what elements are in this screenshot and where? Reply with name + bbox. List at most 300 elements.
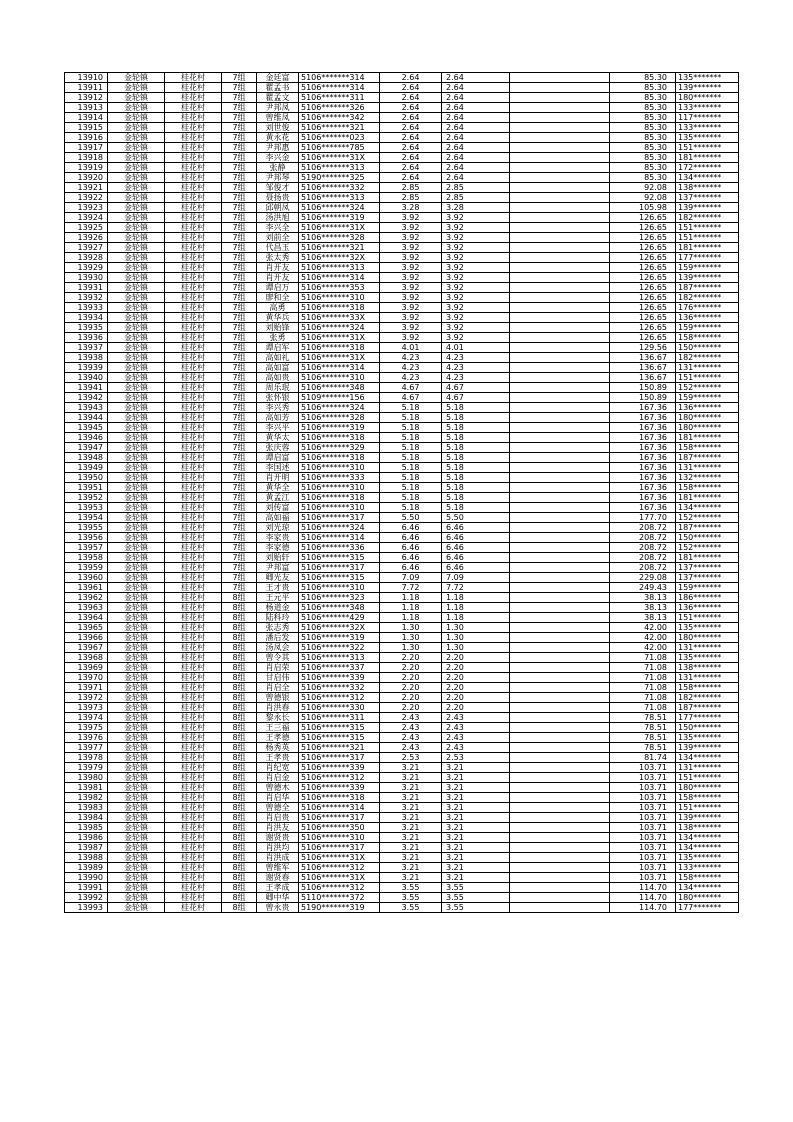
area-cell: 3.21 <box>380 763 442 773</box>
id-number-cell: 5106*******339 <box>299 763 380 773</box>
row-index: 13975 <box>65 723 108 733</box>
name-cell: 黄华兵 <box>257 313 299 323</box>
group-cell: 7组 <box>222 573 257 583</box>
village-cell: 桂花村 <box>165 123 222 133</box>
remark-cell <box>510 203 610 213</box>
confirmed-area-cell: 2.20 <box>442 703 510 713</box>
table-row <box>65 643 739 653</box>
confirmed-area-cell: 3.55 <box>442 893 510 903</box>
name-cell: 邹俊才 <box>257 183 299 193</box>
remark-cell <box>510 673 610 683</box>
town-cell: 金轮镇 <box>108 143 165 153</box>
table-row <box>65 543 739 553</box>
row-index: 13941 <box>65 383 108 393</box>
confirmed-area-cell: 3.92 <box>442 223 510 233</box>
group-cell: 7组 <box>222 103 257 113</box>
phone-cell: 134******* <box>676 753 739 763</box>
amount-cell: 85.30 <box>610 133 676 143</box>
remark-cell <box>510 193 610 203</box>
table-row <box>65 773 739 783</box>
remark-cell <box>510 363 610 373</box>
village-cell: 桂花村 <box>165 423 222 433</box>
confirmed-area-cell: 2.43 <box>442 713 510 723</box>
row-index: 13965 <box>65 623 108 633</box>
group-cell: 7组 <box>222 333 257 343</box>
row-index: 13982 <box>65 793 108 803</box>
id-number-cell: 5106*******348 <box>299 603 380 613</box>
town-cell: 金轮镇 <box>108 563 165 573</box>
phone-cell: 176******* <box>676 303 739 313</box>
group-cell: 8组 <box>222 763 257 773</box>
village-cell: 桂花村 <box>165 693 222 703</box>
name-cell: 曾维凤 <box>257 113 299 123</box>
table-row <box>65 693 739 703</box>
confirmed-area-cell: 6.46 <box>442 563 510 573</box>
table-row <box>65 143 739 153</box>
amount-cell: 85.30 <box>610 103 676 113</box>
village-cell: 桂花村 <box>165 203 222 213</box>
area-cell: 5.50 <box>380 513 442 523</box>
amount-cell: 71.08 <box>610 683 676 693</box>
id-number-cell: 5106*******324 <box>299 523 380 533</box>
group-cell: 7组 <box>222 183 257 193</box>
table-row <box>65 463 739 473</box>
id-number-cell: 5106*******328 <box>299 233 380 243</box>
row-index: 13934 <box>65 313 108 323</box>
row-index: 13960 <box>65 573 108 583</box>
group-cell: 7组 <box>222 193 257 203</box>
village-cell: 桂花村 <box>165 673 222 683</box>
remark-cell <box>510 413 610 423</box>
town-cell: 金轮镇 <box>108 523 165 533</box>
remark-cell <box>510 713 610 723</box>
town-cell: 金轮镇 <box>108 103 165 113</box>
phone-cell: 187******* <box>676 523 739 533</box>
amount-cell: 126.65 <box>610 223 676 233</box>
village-cell: 桂花村 <box>165 843 222 853</box>
confirmed-area-cell: 6.46 <box>442 533 510 543</box>
area-cell: 3.21 <box>380 783 442 793</box>
id-number-cell: 5106*******339 <box>299 673 380 683</box>
amount-cell: 92.08 <box>610 193 676 203</box>
table-row <box>65 663 739 673</box>
phone-cell: 138******* <box>676 183 739 193</box>
area-cell: 5.18 <box>380 453 442 463</box>
row-index: 13932 <box>65 293 108 303</box>
amount-cell: 78.51 <box>610 733 676 743</box>
village-cell: 桂花村 <box>165 143 222 153</box>
name-cell: 高如福 <box>257 513 299 523</box>
confirmed-area-cell: 7.09 <box>442 573 510 583</box>
id-number-cell: 5106*******315 <box>299 733 380 743</box>
table-row <box>65 273 739 283</box>
remark-cell <box>510 493 610 503</box>
phone-cell: 152******* <box>676 383 739 393</box>
village-cell: 桂花村 <box>165 893 222 903</box>
town-cell: 金轮镇 <box>108 803 165 813</box>
town-cell: 金轮镇 <box>108 153 165 163</box>
town-cell: 金轮镇 <box>108 433 165 443</box>
row-index: 13938 <box>65 353 108 363</box>
village-cell: 桂花村 <box>165 493 222 503</box>
table-row <box>65 233 739 243</box>
phone-cell: 117******* <box>676 113 739 123</box>
group-cell: 7组 <box>222 303 257 313</box>
group-cell: 8组 <box>222 883 257 893</box>
phone-cell: 135******* <box>676 73 739 83</box>
phone-cell: 137******* <box>676 573 739 583</box>
area-cell: 3.92 <box>380 293 442 303</box>
phone-cell: 186******* <box>676 593 739 603</box>
row-index: 13910 <box>65 73 108 83</box>
remark-cell <box>510 143 610 153</box>
group-cell: 8组 <box>222 713 257 723</box>
table-row <box>65 853 739 863</box>
confirmed-area-cell: 2.20 <box>442 693 510 703</box>
village-cell: 桂花村 <box>165 303 222 313</box>
confirmed-area-cell: 2.85 <box>442 183 510 193</box>
group-cell: 7组 <box>222 253 257 263</box>
id-number-cell: 5106*******321 <box>299 243 380 253</box>
village-cell: 桂花村 <box>165 453 222 463</box>
id-number-cell: 5106*******314 <box>299 803 380 813</box>
remark-cell <box>510 503 610 513</box>
row-index: 13933 <box>65 303 108 313</box>
id-number-cell: 5106*******321 <box>299 123 380 133</box>
row-index: 13935 <box>65 323 108 333</box>
row-index: 13993 <box>65 903 108 913</box>
amount-cell: 85.30 <box>610 153 676 163</box>
table-row <box>65 903 739 913</box>
area-cell: 2.64 <box>380 103 442 113</box>
id-number-cell: 5106*******318 <box>299 303 380 313</box>
name-cell: 肖洪成 <box>257 853 299 863</box>
phone-cell: 135******* <box>676 733 739 743</box>
village-cell: 桂花村 <box>165 803 222 813</box>
group-cell: 7组 <box>222 413 257 423</box>
town-cell: 金轮镇 <box>108 753 165 763</box>
group-cell: 8组 <box>222 833 257 843</box>
row-index: 13950 <box>65 473 108 483</box>
roster-table-body <box>65 73 739 913</box>
name-cell: 廖和全 <box>257 293 299 303</box>
id-number-cell: 5106*******350 <box>299 823 380 833</box>
id-number-cell: 5106*******318 <box>299 493 380 503</box>
town-cell: 金轮镇 <box>108 133 165 143</box>
row-index: 13937 <box>65 343 108 353</box>
area-cell: 2.85 <box>380 193 442 203</box>
name-cell: 肖启华 <box>257 793 299 803</box>
row-index: 13926 <box>65 233 108 243</box>
confirmed-area-cell: 3.55 <box>442 903 510 913</box>
remark-cell <box>510 443 610 453</box>
table-row <box>65 173 739 183</box>
group-cell: 7组 <box>222 203 257 213</box>
remark-cell <box>510 903 610 913</box>
name-cell: 邱朝凤 <box>257 203 299 213</box>
town-cell: 金轮镇 <box>108 223 165 233</box>
id-number-cell: 5106*******310 <box>299 373 380 383</box>
name-cell: 尹邦琴 <box>257 173 299 183</box>
area-cell: 3.92 <box>380 233 442 243</box>
area-cell: 2.64 <box>380 123 442 133</box>
group-cell: 7组 <box>222 73 257 83</box>
amount-cell: 229.08 <box>610 573 676 583</box>
village-cell: 桂花村 <box>165 513 222 523</box>
id-number-cell: 5106*******330 <box>299 703 380 713</box>
town-cell: 金轮镇 <box>108 83 165 93</box>
group-cell: 8组 <box>222 733 257 743</box>
area-cell: 3.92 <box>380 253 442 263</box>
town-cell: 金轮镇 <box>108 243 165 253</box>
village-cell: 桂花村 <box>165 103 222 113</box>
row-index: 13951 <box>65 483 108 493</box>
area-cell: 5.18 <box>380 443 442 453</box>
name-cell: 王三福 <box>257 723 299 733</box>
phone-cell: 136******* <box>676 313 739 323</box>
remark-cell <box>510 603 610 613</box>
confirmed-area-cell: 5.18 <box>442 473 510 483</box>
group-cell: 7组 <box>222 213 257 223</box>
table-row <box>65 863 739 873</box>
confirmed-area-cell: 5.18 <box>442 493 510 503</box>
area-cell: 3.21 <box>380 823 442 833</box>
table-row <box>65 423 739 433</box>
confirmed-area-cell: 6.46 <box>442 553 510 563</box>
confirmed-area-cell: 7.72 <box>442 583 510 593</box>
remark-cell <box>510 243 610 253</box>
amount-cell: 103.71 <box>610 803 676 813</box>
table-row <box>65 323 739 333</box>
name-cell: 刘贻轩 <box>257 553 299 563</box>
name-cell: 曾永贵 <box>257 903 299 913</box>
remark-cell <box>510 213 610 223</box>
table-row <box>65 653 739 663</box>
id-number-cell: 5190*******325 <box>299 173 380 183</box>
amount-cell: 167.36 <box>610 503 676 513</box>
remark-cell <box>510 453 610 463</box>
area-cell: 4.01 <box>380 343 442 353</box>
area-cell: 6.46 <box>380 563 442 573</box>
table-row <box>65 633 739 643</box>
table-row <box>65 283 739 293</box>
group-cell: 8组 <box>222 803 257 813</box>
phone-cell: 158******* <box>676 683 739 693</box>
group-cell: 8组 <box>222 903 257 913</box>
name-cell: 聂扬贵 <box>257 193 299 203</box>
village-cell: 桂花村 <box>165 333 222 343</box>
phone-cell: 134******* <box>676 833 739 843</box>
area-cell: 5.18 <box>380 403 442 413</box>
remark-cell <box>510 323 610 333</box>
confirmed-area-cell: 6.46 <box>442 543 510 553</box>
phone-cell: 151******* <box>676 143 739 153</box>
name-cell: 尹邦惠 <box>257 143 299 153</box>
village-cell: 桂花村 <box>165 743 222 753</box>
id-number-cell: 5106*******023 <box>299 133 380 143</box>
row-index: 13942 <box>65 393 108 403</box>
confirmed-area-cell: 3.92 <box>442 273 510 283</box>
area-cell: 3.55 <box>380 893 442 903</box>
group-cell: 8组 <box>222 873 257 883</box>
area-cell: 6.46 <box>380 523 442 533</box>
amount-cell: 71.08 <box>610 663 676 673</box>
area-cell: 2.64 <box>380 173 442 183</box>
confirmed-area-cell: 3.92 <box>442 253 510 263</box>
remark-cell <box>510 73 610 83</box>
village-cell: 桂花村 <box>165 243 222 253</box>
amount-cell: 114.70 <box>610 883 676 893</box>
row-index: 13916 <box>65 133 108 143</box>
phone-cell: 181******* <box>676 153 739 163</box>
group-cell: 8组 <box>222 773 257 783</box>
row-index: 13972 <box>65 693 108 703</box>
village-cell: 桂花村 <box>165 213 222 223</box>
group-cell: 7组 <box>222 343 257 353</box>
amount-cell: 78.51 <box>610 713 676 723</box>
group-cell: 7组 <box>222 283 257 293</box>
remark-cell <box>510 353 610 363</box>
confirmed-area-cell: 2.43 <box>442 743 510 753</box>
town-cell: 金轮镇 <box>108 893 165 903</box>
amount-cell: 71.08 <box>610 703 676 713</box>
confirmed-area-cell: 2.85 <box>442 193 510 203</box>
group-cell: 7组 <box>222 533 257 543</box>
group-cell: 8组 <box>222 663 257 673</box>
amount-cell: 85.30 <box>610 123 676 133</box>
phone-cell: 182******* <box>676 293 739 303</box>
phone-cell: 187******* <box>676 703 739 713</box>
row-index: 13970 <box>65 673 108 683</box>
id-number-cell: 5106*******322 <box>299 643 380 653</box>
confirmed-area-cell: 3.21 <box>442 833 510 843</box>
row-index: 13977 <box>65 743 108 753</box>
row-index: 13925 <box>65 223 108 233</box>
table-row <box>65 83 739 93</box>
confirmed-area-cell: 5.18 <box>442 403 510 413</box>
name-cell: 陆科玲 <box>257 613 299 623</box>
amount-cell: 71.08 <box>610 673 676 683</box>
group-cell: 8组 <box>222 853 257 863</box>
group-cell: 7组 <box>222 513 257 523</box>
confirmed-area-cell: 1.18 <box>442 603 510 613</box>
row-index: 13964 <box>65 613 108 623</box>
remark-cell <box>510 703 610 713</box>
id-number-cell: 5106*******31X <box>299 873 380 883</box>
amount-cell: 85.30 <box>610 173 676 183</box>
area-cell: 2.20 <box>380 663 442 673</box>
table-row <box>65 353 739 363</box>
id-number-cell: 5106*******310 <box>299 833 380 843</box>
table-row <box>65 493 739 503</box>
table-row <box>65 313 739 323</box>
town-cell: 金轮镇 <box>108 323 165 333</box>
phone-cell: 159******* <box>676 393 739 403</box>
id-number-cell: 5106*******326 <box>299 103 380 113</box>
name-cell: 曾德木 <box>257 783 299 793</box>
name-cell: 曾德银 <box>257 693 299 703</box>
remark-cell <box>510 803 610 813</box>
village-cell: 桂花村 <box>165 403 222 413</box>
row-index: 13969 <box>65 663 108 673</box>
group-cell: 7组 <box>222 113 257 123</box>
town-cell: 金轮镇 <box>108 123 165 133</box>
confirmed-area-cell: 2.64 <box>442 83 510 93</box>
town-cell: 金轮镇 <box>108 413 165 423</box>
amount-cell: 103.71 <box>610 773 676 783</box>
table-row <box>65 503 739 513</box>
name-cell: 高如贵 <box>257 373 299 383</box>
amount-cell: 85.30 <box>610 113 676 123</box>
row-index: 13939 <box>65 363 108 373</box>
confirmed-area-cell: 3.92 <box>442 233 510 243</box>
phone-cell: 159******* <box>676 263 739 273</box>
row-index: 13968 <box>65 653 108 663</box>
area-cell: 3.21 <box>380 793 442 803</box>
phone-cell: 152******* <box>676 543 739 553</box>
row-index: 13947 <box>65 443 108 453</box>
row-index: 13957 <box>65 543 108 553</box>
town-cell: 金轮镇 <box>108 793 165 803</box>
confirmed-area-cell: 2.64 <box>442 163 510 173</box>
confirmed-area-cell: 3.21 <box>442 793 510 803</box>
phone-cell: 136******* <box>676 603 739 613</box>
name-cell: 瞿孟书 <box>257 83 299 93</box>
name-cell: 黎永长 <box>257 713 299 723</box>
name-cell: 肖启金 <box>257 773 299 783</box>
confirmed-area-cell: 2.20 <box>442 673 510 683</box>
name-cell: 王孝成 <box>257 883 299 893</box>
amount-cell: 126.65 <box>610 213 676 223</box>
name-cell: 肖开明 <box>257 473 299 483</box>
amount-cell: 167.36 <box>610 453 676 463</box>
village-cell: 桂花村 <box>165 313 222 323</box>
phone-cell: 135******* <box>676 623 739 633</box>
group-cell: 8组 <box>222 753 257 763</box>
group-cell: 8组 <box>222 643 257 653</box>
town-cell: 金轮镇 <box>108 583 165 593</box>
group-cell: 8组 <box>222 783 257 793</box>
row-index: 13966 <box>65 633 108 643</box>
confirmed-area-cell: 3.21 <box>442 823 510 833</box>
area-cell: 3.92 <box>380 213 442 223</box>
remark-cell <box>510 313 610 323</box>
town-cell: 金轮镇 <box>108 773 165 783</box>
confirmed-area-cell: 2.64 <box>442 173 510 183</box>
town-cell: 金轮镇 <box>108 173 165 183</box>
remark-cell <box>510 853 610 863</box>
confirmed-area-cell: 3.92 <box>442 243 510 253</box>
village-cell: 桂花村 <box>165 603 222 613</box>
village-cell: 桂花村 <box>165 733 222 743</box>
town-cell: 金轮镇 <box>108 823 165 833</box>
area-cell: 3.55 <box>380 883 442 893</box>
phone-cell: 151******* <box>676 803 739 813</box>
name-cell: 尹邦富 <box>257 563 299 573</box>
id-number-cell: 5106*******342 <box>299 113 380 123</box>
area-cell: 2.64 <box>380 143 442 153</box>
remark-cell <box>510 643 610 653</box>
phone-cell: 172******* <box>676 163 739 173</box>
group-cell: 7组 <box>222 383 257 393</box>
village-cell: 桂花村 <box>165 663 222 673</box>
group-cell: 7组 <box>222 223 257 233</box>
name-cell: 尹邦凤 <box>257 103 299 113</box>
area-cell: 2.64 <box>380 113 442 123</box>
area-cell: 1.30 <box>380 623 442 633</box>
table-row <box>65 483 739 493</box>
town-cell: 金轮镇 <box>108 213 165 223</box>
